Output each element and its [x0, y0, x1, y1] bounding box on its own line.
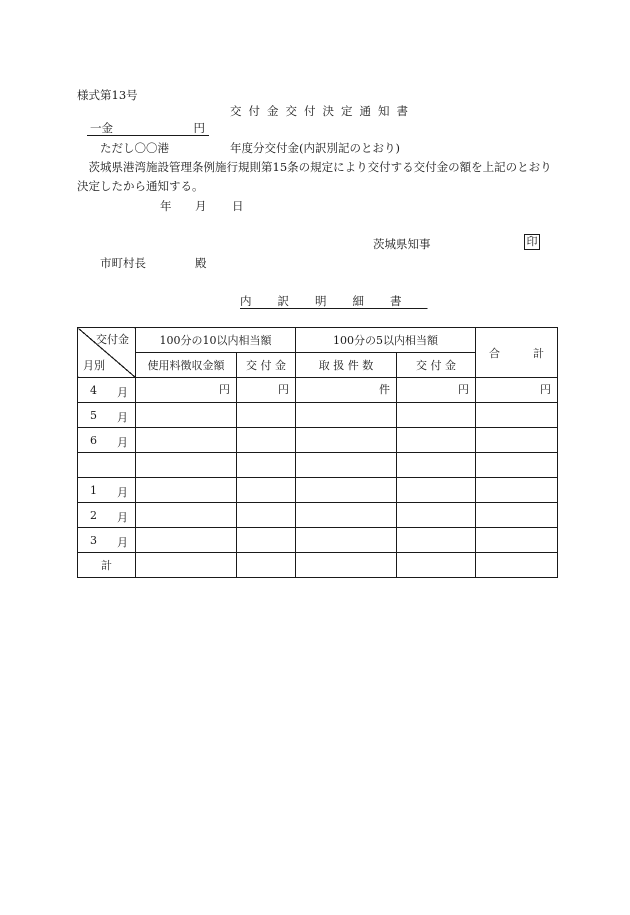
- document-title: 交付金交付決定通知書: [230, 104, 415, 118]
- date-day: 日: [232, 199, 244, 213]
- addressee-name: 市町村長: [100, 256, 146, 270]
- table-cell: 円: [476, 378, 558, 403]
- table-cell: [397, 428, 476, 453]
- table-cell: [397, 403, 476, 428]
- total-header: 合 計: [476, 328, 558, 378]
- sub-header-count: 取 扱 件 数: [296, 353, 397, 378]
- proviso-description: 年度分交付金(内訳別記のとおり): [230, 141, 400, 155]
- table-cell: [476, 528, 558, 553]
- table-cell: [136, 403, 237, 428]
- table-separator: [78, 453, 558, 478]
- table-cell: [296, 478, 397, 503]
- table-cell: [476, 553, 558, 578]
- table-row: [78, 528, 558, 553]
- month-label: 1 月: [78, 478, 136, 503]
- table-cell: [476, 428, 558, 453]
- body-text: 茨城県港湾施設管理条例施行規則第15条の規定により交付する交付金の額を上記のとおり決定したから通知する。: [77, 160, 552, 193]
- corner-top-label: 交付金: [96, 333, 129, 346]
- table-row-total: [78, 553, 558, 578]
- table-cell: [296, 503, 397, 528]
- table-row: [78, 403, 558, 428]
- table-cell: [397, 553, 476, 578]
- amount-suffix: 円: [193, 121, 205, 135]
- date-month: 月: [195, 199, 207, 213]
- detail-title: 内訳明細書: [240, 294, 428, 308]
- month-label: 4 月: [78, 378, 136, 403]
- table-cell: [136, 503, 237, 528]
- sub-header-grant2: 交 付 金: [397, 353, 476, 378]
- table-cell: [397, 503, 476, 528]
- table-row: [78, 428, 558, 453]
- corner-cell: [78, 328, 136, 378]
- issuer: 茨城県知事: [373, 237, 431, 251]
- table-cell: [476, 478, 558, 503]
- table-cell: [296, 528, 397, 553]
- seal-icon: 印: [524, 234, 540, 250]
- month-label: 5 月: [78, 403, 136, 428]
- form-number: 様式第13号: [77, 88, 138, 102]
- table-cell: [237, 528, 296, 553]
- detail-table: [77, 327, 558, 578]
- table-cell: [237, 478, 296, 503]
- table-cell: [237, 428, 296, 453]
- month-label: 3 月: [78, 528, 136, 553]
- month-label: 2 月: [78, 503, 136, 528]
- sub-header-grant1: 交 付 金: [237, 353, 296, 378]
- table-cell: [476, 403, 558, 428]
- table-cell: [296, 428, 397, 453]
- table-cell: [397, 528, 476, 553]
- table-cell: 円: [397, 378, 476, 403]
- table-cell: [476, 503, 558, 528]
- table-cell: [136, 528, 237, 553]
- table-row: [78, 378, 558, 403]
- table-cell: [237, 553, 296, 578]
- proviso-port: ただし〇〇港: [100, 141, 169, 155]
- corner-bottom-label: 月別: [83, 359, 105, 372]
- table-cell: 件: [296, 378, 397, 403]
- date-year: 年: [160, 199, 172, 213]
- group-header-10: 100分の10以内相当額: [136, 328, 296, 353]
- month-label: 6 月: [78, 428, 136, 453]
- table-cell: [136, 553, 237, 578]
- table-row: [78, 478, 558, 503]
- table-cell: [136, 478, 237, 503]
- group-header-5: 100分の5以内相当額: [296, 328, 476, 353]
- table-cell: [296, 553, 397, 578]
- total-row-label: 計: [78, 553, 136, 578]
- sub-header-fee: 使用料徴収金額: [136, 353, 237, 378]
- table-cell: 円: [237, 378, 296, 403]
- table-cell: 円: [136, 378, 237, 403]
- table-cell: [136, 428, 237, 453]
- table-row: [78, 503, 558, 528]
- table-cell: [237, 403, 296, 428]
- addressee-honorific: 殿: [195, 256, 207, 270]
- amount-line: [87, 120, 209, 136]
- table-cell: [397, 478, 476, 503]
- table-cell: [237, 503, 296, 528]
- amount-prefix: 一金: [90, 121, 113, 135]
- table-cell: [296, 403, 397, 428]
